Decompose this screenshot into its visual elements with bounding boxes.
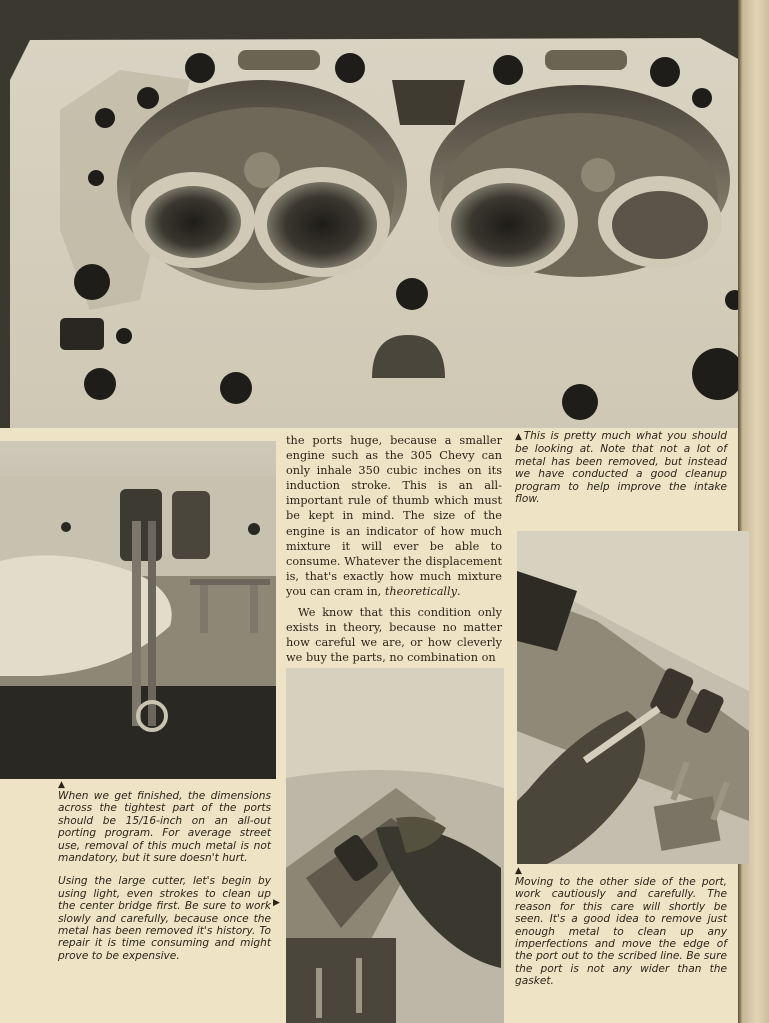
photo-porting-center-bridge	[286, 668, 504, 1023]
porting-port-side-image	[517, 531, 749, 864]
body-paragraph-1	[286, 433, 502, 599]
caption-left	[58, 780, 271, 962]
caption-bottom-right-text: Moving to the other side of the port, work cautiously and carefully. The reason for this care will shortly be seen. It's a good idea to remove just enough metal to clean up any imperfections and move the edge of the port out to the scribed line. Be sure the port is not any wider than the gasket.	[515, 876, 727, 988]
body-paragraph-1-text: the ports huge, because a smaller engine such as the 305 Chevy can only inhale 350 cubic inches on its induction stroke. This is an all-important rule of thumb which must be kept in mind. The size of the engine is an indicator of how much mixture it will ever be able to consume. Whatever the displacement is, that's exactly how much mixture you can cram in,	[286, 434, 502, 598]
cylinder-head-image	[0, 0, 740, 428]
photo-porting-port-side	[517, 531, 749, 864]
caption-top-right-text: This is pretty much what you should be looking at. Note that not a lot of metal has been removed, but instead we have conducted a good cleanup program to help improve the intake flow.	[515, 430, 727, 506]
body-emphasis: theoretically	[384, 584, 458, 598]
caption-top-right	[515, 430, 727, 505]
body-paragraph-1-end: .	[457, 584, 461, 598]
photo-cylinder-head	[0, 0, 740, 428]
caption-left-marker: ▲	[58, 780, 65, 790]
page-gutter-edge	[738, 0, 769, 1023]
caption-left-2: Using the large cutter, let's begin by using light, even strokes to clean up the center bridge first. Be sure to work slowly and carefully, because once the metal has been removed it's history. To repair it is time consuming and might prove to be expensive.	[58, 875, 271, 962]
port-measurement-image	[0, 441, 276, 779]
caption-marker-right: ▶	[273, 898, 280, 908]
caption-bottom-right-marker: ▲	[515, 866, 522, 876]
body-paragraph-2: We know that this condition only exists in theory, because no matter how careful we are, or how cleverly we buy the parts, no combination on	[286, 606, 502, 665]
article-body-column	[286, 433, 502, 665]
photo-port-measurement	[0, 441, 276, 779]
porting-center-bridge-image	[286, 668, 504, 1023]
caption-marker-up: ▲	[515, 432, 524, 442]
caption-bottom-right	[515, 866, 727, 988]
caption-left-1: When we get finished, the dimensions across the tightest part of the ports should be 15/16-inch on an all-out porting program. For average street use, removal of this much metal is not mandatory, but it sure doesn't hurt.	[58, 790, 271, 865]
